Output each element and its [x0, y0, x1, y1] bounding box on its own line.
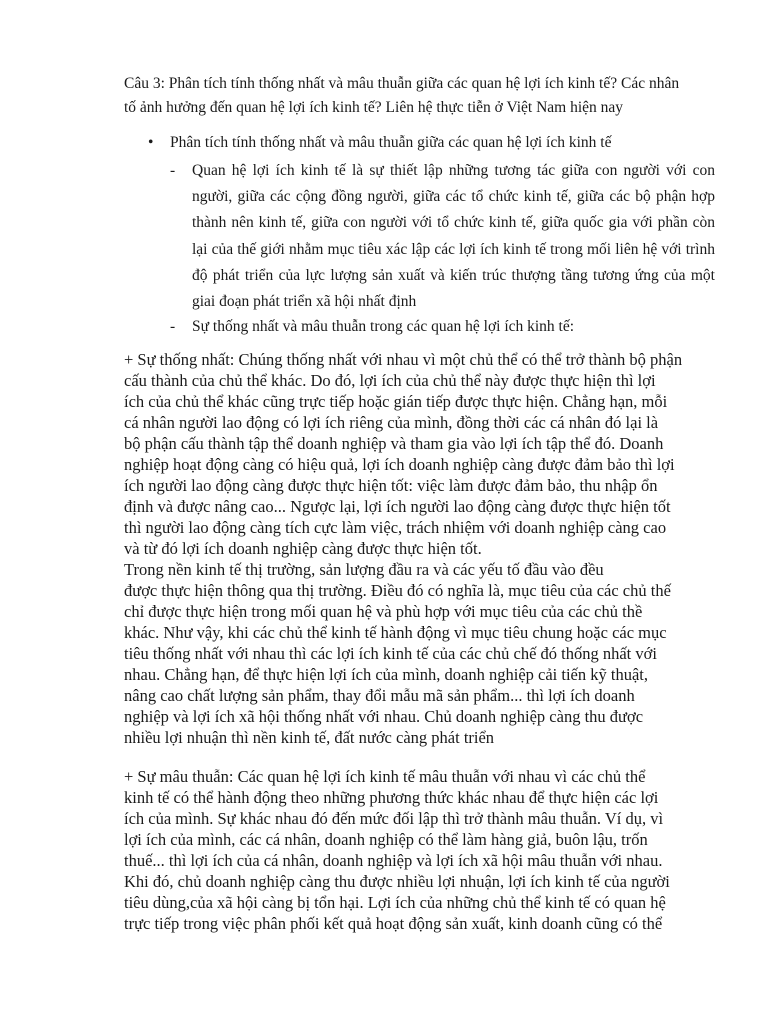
paragraph-line: nâng cao chất lượng sản phẩm, thay đổi mẫu mã sản phẩm... thì lợi ích doanh: [124, 686, 635, 705]
paragraph-line: định và được nâng cao... Ngược lại, lợi ích người lao động càng được thực hiện tốt: [124, 497, 671, 516]
paragraph-line: nghiệp và lợi ích xã hội thống nhất với nhau. Chủ doanh nghiệp càng thu được: [124, 707, 644, 726]
dash-marker: -: [170, 162, 176, 179]
paragraph-line: lợi ích của mình, các cá nhân, doanh nghiệp có thể làm hàng giả, buôn lậu, trốn: [124, 830, 648, 849]
paragraph-line: ích người lao động càng được thực hiện tốt: việc làm được đảm bảo, thu nhập ổn: [124, 476, 658, 495]
conflict-paragraph: [124, 766, 724, 934]
question-heading: [124, 72, 724, 120]
paragraph-line: cấu thành của chủ thể khác. Do đó, lợi ích của chủ thể này được thực hiện thì lợi: [124, 371, 656, 390]
paragraph-line: ích của mình. Sự khác nhau đó đến mức đối lập thì trở thành mâu thuẫn. Ví dụ, vì: [124, 809, 664, 828]
paragraph-line: Trong nền kinh tế thị trường, sản lượng đầu ra và các yếu tố đầu vào đều: [124, 560, 604, 579]
paragraph-line: nhau. Chẳng hạn, để thực hiện lợi ích của mình, doanh nghiệp cải tiến kỹ thuật,: [124, 665, 648, 684]
paragraph-line: và từ đó lợi ích doanh nghiệp càng được thực hiện tốt.: [124, 539, 482, 558]
paragraph-line: cá nhân người lao động có lợi ích riêng của mình, đồng thời các cá nhân đó lại là: [124, 413, 659, 432]
paragraph-line: ích của chủ thể khác cũng trực tiếp hoặc gián tiếp được thực hiện. Chẳng hạn, mỗi: [124, 392, 668, 411]
paragraph-line: + Sự thống nhất: Chúng thống nhất với nhau vì một chủ thể có thể trở thành bộ phận: [124, 350, 683, 369]
question-line-1: Câu 3: Phân tích tính thống nhất và mâu thuẫn giữa các quan hệ lợi ích kinh tế? Các nhân: [124, 75, 680, 92]
paragraph-line: + Sự mâu thuẫn: Các quan hệ lợi ích kinh tế mâu thuẫn với nhau vì các chủ thể: [124, 767, 646, 786]
paragraph-line: bộ phận cấu thành tập thể doanh nghiệp và tham gia vào lợi ích tập thể đó. Doanh: [124, 434, 664, 453]
question-line-2: tố ảnh hưởng đến quan hệ lợi ích kinh tế? Liên hệ thực tiễn ở Việt Nam hiện nay: [124, 99, 624, 116]
paragraph-line: chỉ được thực hiện trong mối quan hệ và phù hợp với mục tiêu của các chủ thề: [124, 602, 643, 621]
paragraph-line: được thực hiện thông qua thị trường. Điều đó có nghĩa là, mục tiêu của các chủ thế: [124, 581, 671, 600]
paragraph-line: tiêu thống nhất với nhau thì các lợi ích kinh tế của các chủ chế đó thống nhất với: [124, 644, 657, 663]
paragraph-line: khác. Như vậy, khi các chủ thể kinh tế hành động vì mục tiêu chung hoặc các mục: [124, 623, 667, 642]
paragraph-line: nghiệp hoạt động càng có hiệu quả, lợi ích doanh nghiệp càng được đảm bảo thì lợi: [124, 455, 675, 474]
dash-marker: -: [170, 318, 176, 335]
dash-item-text: Sự thống nhất và mâu thuẫn trong các quan hệ lợi ích kinh tế:: [192, 318, 575, 335]
bullet-icon: •: [148, 134, 154, 151]
paragraph-line: Khi đó, chủ doanh nghiệp càng thu được nhiều lợi nhuận, lợi ích kinh tế của người: [124, 872, 670, 891]
paragraph-line: tiêu dùng,của xã hội càng bị tổn hại. Lợi ích của những chủ thể kinh tế có quan hệ: [124, 893, 666, 912]
paragraph-line: kinh tế có thể hành động theo những phương thức khác nhau để thực hiện các lợi: [124, 788, 659, 807]
paragraph-line: thuế... thì lợi ích của cá nhân, doanh nghiệp và lợi ích xã hội mâu thuẫn với nhau.: [124, 851, 663, 870]
paragraph-line: trực tiếp trong việc phân phối kết quả hoạt động sản xuất, kinh doanh cũng có thể: [124, 914, 663, 933]
dash-item-text: Quan hệ lợi ích kinh tế là sự thiết lập những tương tác giữa con người với con người, giữa các cộng đồng người, giữa các tổ chức kinh tế, giữa các bộ phận hợp thành nên kinh tế, giữa con người với tổ chức kinh tế, giữa quốc gia với phần còn lại của thế giới nhằm mục tiêu xác lập các lợi ích kinh tế trong mối liên hệ với trình độ phát triển của lực lượng sản xuất và kiến trúc thượng tầng tương ứng của một giai đoạn phát triển xã hội nhất định: [192, 162, 715, 311]
unity-paragraph: [124, 349, 724, 748]
bullet-text: Phân tích tính thống nhất và mâu thuẫn giữa các quan hệ lợi ích kinh tế: [170, 134, 612, 151]
paragraph-line: thì người lao động càng tích cực làm việc, trách nhiệm với doanh nghiệp càng cao: [124, 518, 667, 537]
paragraph-line: nhiều lợi nhuận thì nền kinh tế, đất nước càng phát triển: [124, 728, 495, 747]
